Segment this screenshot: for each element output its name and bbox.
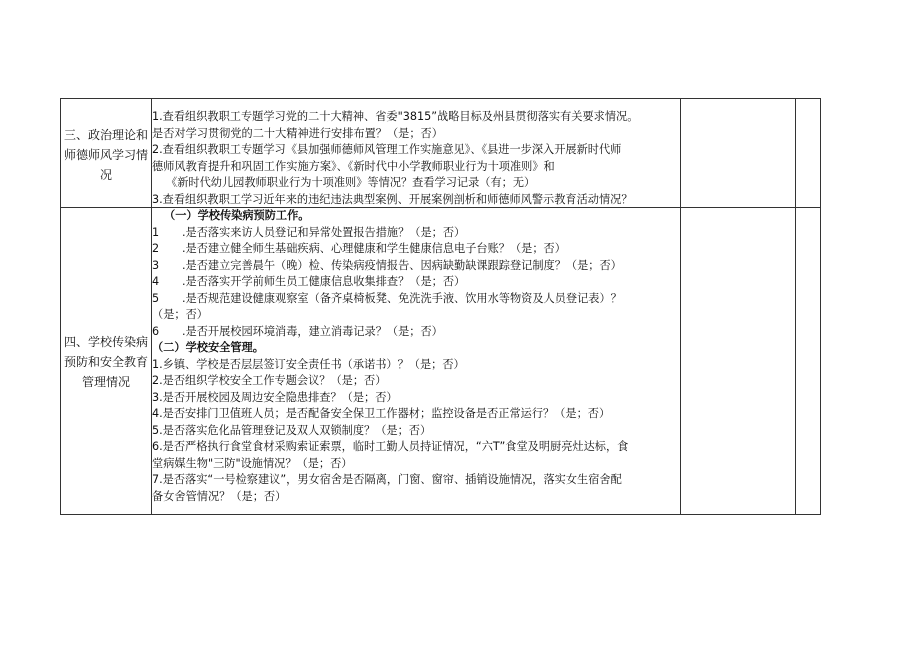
list-item bbox=[152, 241, 680, 258]
item-text: .是否开展校园环境消毒，建立消毒记录？（是；否） bbox=[182, 324, 443, 338]
table-border-right bbox=[820, 98, 821, 515]
item-number: 6 bbox=[152, 324, 160, 338]
content-line: 备女舍管情况？（是；否） bbox=[152, 489, 287, 503]
column-divider bbox=[680, 98, 681, 515]
content-line: 2.是否组织学校安全工作专题会议？（是；否） bbox=[152, 374, 387, 387]
content-line: 堂病媒生物"三防"设施情况？（是；否） bbox=[152, 456, 353, 470]
category-line: 三、政治理论和 bbox=[63, 128, 148, 142]
content-line: 《新时代幼儿园教师职业行为十项准则》等情况？查看学习记录（有；无） bbox=[166, 176, 536, 189]
content-line: 5.是否落实危化品管理登记及双人双锁制度？（是；否） bbox=[152, 423, 432, 437]
content-line: 1.乡镇、学校是否层层签订安全责任书（承诺书）？（是；否） bbox=[152, 357, 465, 371]
item-text: .是否落实来访人员登记和异常处置报告措施？（是；否） bbox=[182, 225, 466, 239]
list-item bbox=[152, 291, 680, 308]
row-category bbox=[61, 125, 151, 185]
list-item bbox=[152, 324, 680, 341]
content-line: 2.查看组织教职工专题学习《县加强师德师风管理工作实施意见》、《县进一步深入开展新时代师 bbox=[152, 143, 622, 156]
item-text: （是；否） bbox=[152, 308, 208, 321]
category-line: 预防和安全教育 bbox=[63, 355, 148, 369]
section-title: （二）学校安全管理。 bbox=[152, 341, 264, 354]
item-text: .是否建立健全师生基础疾病、心理健康和学生健康信息电子台账？（是；否） bbox=[182, 242, 566, 255]
item-text: .是否规范建设健康观察室（备齐桌椅板凳、免洗洗手液、饮用水等物资及人员登记表）？ bbox=[182, 291, 622, 305]
list-item bbox=[152, 307, 680, 324]
category-line: 师德师风学习情 bbox=[63, 148, 148, 162]
content-line: 6.是否严格执行食堂食材采购索证索票，临时工勤人员持证情况，“六T”食堂及明厨亮灶达标，食 bbox=[152, 440, 629, 453]
content-line: 3.是否开展校园及周边安全隐患排查？（是；否） bbox=[152, 390, 398, 404]
category-line: 四、学校传染病 bbox=[63, 335, 148, 349]
table-border-bottom bbox=[60, 514, 821, 515]
content-line: 德师风教育提升和巩固工作实施方案》、《新时代中小学教师职业行为十项准则》和 bbox=[152, 159, 555, 173]
list-item bbox=[152, 225, 680, 242]
item-text: .是否落实开学前师生员工健康信息收集排查？（是；否） bbox=[182, 275, 466, 288]
row-content bbox=[152, 109, 680, 208]
item-text: .是否建立完善晨午（晚）检、传染病疫情报告、因病缺勤缺课跟踪登记制度？（是；否） bbox=[182, 258, 622, 272]
content-line: 3.查看组织教职工学习近年来的违纪违法典型案例、开展案例剖析和师德师风警示教育活动情况？ bbox=[152, 192, 633, 206]
content-line: 4.是否安排门卫值班人员；是否配备安全保卫工作器材；监控设备是否正常运行？（是；否） bbox=[152, 407, 611, 420]
item-number: 3 bbox=[152, 258, 160, 272]
category-line: 管理情况 bbox=[81, 375, 130, 389]
item-number: 1 bbox=[152, 225, 160, 239]
row-content bbox=[152, 208, 680, 505]
item-number: 4 bbox=[152, 275, 160, 288]
item-number: 5 bbox=[152, 291, 160, 305]
item-number: 2 bbox=[152, 242, 160, 255]
content-line: 1.查看组织教职工专题学习党的二十大精神、省委"3815”战略目标及州县贯彻落实有关要求情况。 bbox=[152, 110, 639, 123]
content-line: 7.是否落实“一号检察建议”，男女宿舍是否隔离，门窗、窗帘、插销设施情况，落实女生宿舍配 bbox=[152, 473, 622, 486]
list-item bbox=[152, 274, 680, 291]
section-title: （一）学校传染病预防工作。 bbox=[164, 209, 310, 222]
category-line: 况 bbox=[99, 168, 112, 182]
content-line: 是否对学习贯彻党的二十大精神进行安排布置？（是；否） bbox=[152, 126, 443, 140]
column-divider bbox=[795, 98, 796, 515]
list-item bbox=[152, 258, 680, 275]
table-border-top bbox=[60, 98, 821, 99]
row-category bbox=[61, 332, 151, 392]
